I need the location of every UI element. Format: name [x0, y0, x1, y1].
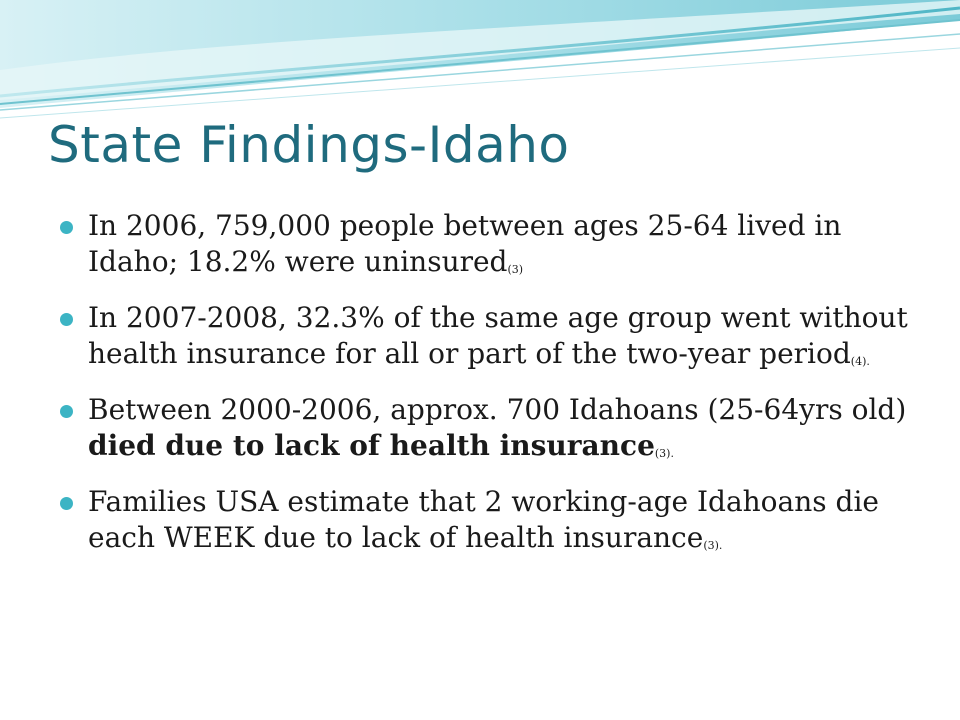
header-wave-decoration [0, 0, 960, 130]
bullet-text: Families USA estimate that 2 working-age Idahoans die each WEEK due to lack of health insurance [88, 485, 879, 554]
bullet-item [60, 392, 910, 472]
bullet-text: In 2007-2008, 32.3% of the same age group went without health insurance for all or part of the two-year period [88, 301, 908, 370]
bullet-bold-text: died due to lack of health insurance [88, 429, 655, 462]
bullet-text: In 2006, 759,000 people between ages 25-64 lived in Idaho; 18.2% were uninsured [88, 209, 842, 278]
bullet-item [60, 484, 910, 564]
citation: (3) [507, 263, 524, 276]
slide-title: State Findings-Idaho [48, 116, 570, 174]
bullet-dot-icon [60, 497, 73, 510]
bullet-item [60, 208, 910, 288]
bullet-list [60, 208, 910, 576]
bullet-item [60, 300, 910, 380]
bullet-dot-icon [60, 405, 73, 418]
citation: (3). [703, 539, 723, 552]
bullet-text: Between 2000-2006, approx. 700 Idahoans (25-64yrs old) [88, 393, 907, 426]
citation: (4). [850, 355, 870, 368]
citation: (3). [654, 447, 674, 460]
bullet-dot-icon [60, 221, 73, 234]
bullet-dot-icon [60, 313, 73, 326]
